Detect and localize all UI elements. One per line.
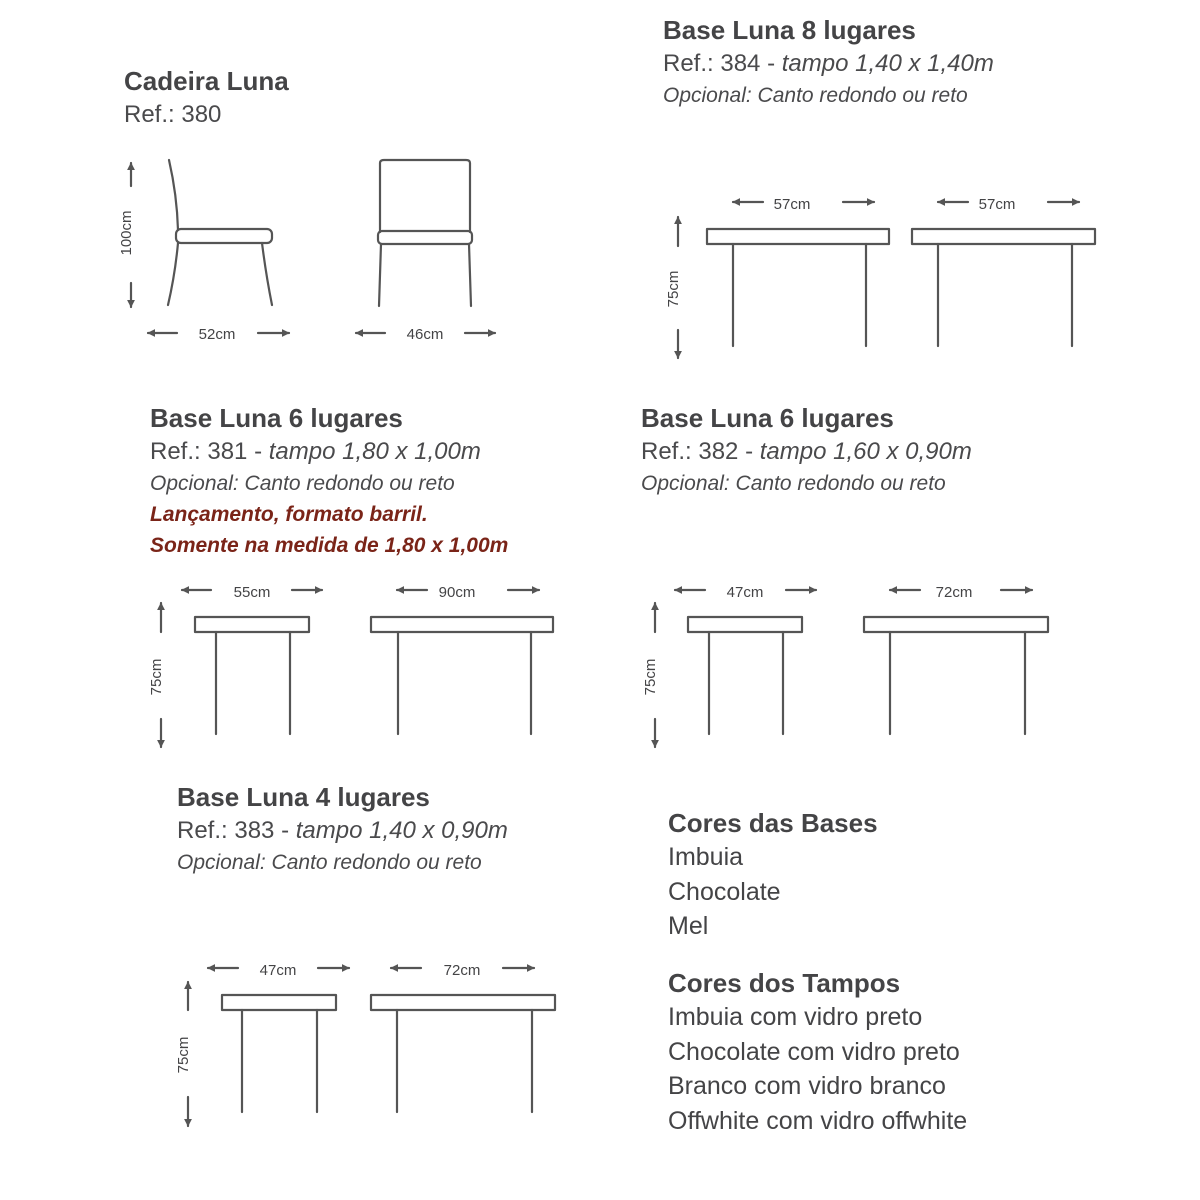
chair-front-drawing bbox=[378, 160, 472, 306]
chair-leg-right bbox=[469, 244, 471, 306]
base6b-title: Base Luna 6 lugares bbox=[641, 403, 894, 433]
base6a-drawing bbox=[148, 584, 553, 747]
base6a-ref-size: tampo 1,80 x 1,00m bbox=[268, 438, 481, 465]
base6b-dim-label-2: 72cm bbox=[935, 584, 973, 601]
base8-optional: Opcional: Canto redondo ou reto bbox=[663, 84, 968, 107]
base6b-height-label: 75cm bbox=[642, 658, 659, 696]
table-top bbox=[688, 617, 802, 632]
table-top bbox=[371, 617, 553, 632]
base6a-size-note: Somente na medida de 1,80 x 1,00m bbox=[150, 534, 509, 557]
base6a-view-2 bbox=[371, 584, 553, 734]
base6a-optional: Opcional: Canto redondo ou reto bbox=[150, 472, 455, 495]
chair-depth-label: 52cm bbox=[198, 326, 236, 343]
top-color-item: Offwhite com vidro offwhite bbox=[668, 1106, 968, 1135]
base8-height-label: 75cm bbox=[665, 270, 682, 308]
base4-title: Base Luna 4 lugares bbox=[177, 782, 430, 812]
chair-backrest bbox=[380, 160, 470, 232]
base8-title: Base Luna 8 lugares bbox=[663, 15, 916, 45]
table-top bbox=[195, 617, 309, 632]
chair-title: Cadeira Luna bbox=[124, 66, 289, 96]
base6b-ref-code: Ref.: 382 - bbox=[641, 438, 760, 465]
chair-backrest-line bbox=[169, 160, 178, 230]
base8-height-dimension bbox=[665, 217, 682, 358]
base6b-ref-size: tampo 1,60 x 0,90m bbox=[759, 438, 972, 465]
base4-ref-code: Ref.: 383 - bbox=[177, 817, 296, 844]
chair-ref: Ref.: 380 bbox=[124, 101, 222, 128]
chair-depth-dimension bbox=[148, 326, 289, 343]
top-colors-title: Cores dos Tampos bbox=[668, 968, 901, 998]
top-color-item: Imbuia com vidro preto bbox=[668, 1003, 923, 1031]
base6a-dim-label-2: 90cm bbox=[438, 584, 476, 601]
base4-height-dimension bbox=[175, 982, 192, 1126]
table-top bbox=[371, 995, 555, 1010]
base6b-dim-label-1: 47cm bbox=[726, 584, 764, 601]
base8-view-1 bbox=[707, 196, 889, 346]
base8-drawing bbox=[665, 196, 1095, 358]
table-top bbox=[864, 617, 1048, 632]
base-color-item: Chocolate bbox=[668, 877, 781, 906]
base8-view-2 bbox=[912, 196, 1095, 346]
table-top bbox=[912, 229, 1095, 244]
base6a-ref-code: Ref.: 381 - bbox=[150, 438, 269, 465]
base-colors-title: Cores das Bases bbox=[668, 808, 878, 838]
base8-dim-label-1: 57cm bbox=[773, 196, 811, 213]
table-top bbox=[222, 995, 336, 1010]
base4-view-2 bbox=[371, 962, 555, 1112]
base6a-view-1 bbox=[182, 584, 322, 734]
base6b-height-dimension bbox=[642, 603, 659, 747]
base6a-dim-label-1: 55cm bbox=[233, 584, 271, 601]
base6a-launch-note: Lançamento, formato barril. bbox=[150, 503, 428, 526]
base8-ref-code: Ref.: 384 - bbox=[663, 50, 782, 77]
chair-back-leg bbox=[262, 243, 272, 305]
base-color-item: Mel bbox=[668, 912, 709, 940]
base4-ref-size: tampo 1,40 x 0,90m bbox=[295, 817, 508, 844]
chair-height-dimension bbox=[118, 163, 135, 307]
base-color-item: Imbuia bbox=[668, 843, 744, 871]
top-color-item: Branco com vidro branco bbox=[668, 1072, 946, 1100]
chair-front-leg bbox=[168, 243, 178, 305]
base4-optional: Opcional: Canto redondo ou reto bbox=[177, 851, 482, 874]
base6b-optional: Opcional: Canto redondo ou reto bbox=[641, 472, 946, 495]
chair-side-drawing bbox=[168, 160, 272, 305]
chair-height-label: 100cm bbox=[118, 210, 135, 256]
base4-height-label: 75cm bbox=[175, 1036, 192, 1074]
base4-view-1 bbox=[208, 962, 349, 1112]
base6b-view-2 bbox=[864, 584, 1048, 734]
chair-seat-front bbox=[378, 231, 472, 244]
chair-width-label: 46cm bbox=[406, 326, 444, 343]
chair-seat bbox=[176, 229, 272, 243]
base4-drawing bbox=[175, 962, 555, 1126]
base6b-drawing bbox=[642, 584, 1048, 747]
base6a-height-dimension bbox=[148, 603, 165, 747]
base6a-height-label: 75cm bbox=[148, 658, 165, 696]
base8-dim-label-2: 57cm bbox=[978, 196, 1016, 213]
table-top bbox=[707, 229, 889, 244]
base6a-title: Base Luna 6 lugares bbox=[150, 403, 403, 433]
chair-leg-left bbox=[379, 244, 381, 306]
top-color-item: Chocolate com vidro preto bbox=[668, 1037, 960, 1066]
base4-dim-label-2: 72cm bbox=[443, 962, 481, 979]
base4-dim-label-1: 47cm bbox=[259, 962, 297, 979]
base6b-view-1 bbox=[675, 584, 816, 734]
base8-ref-size: tampo 1,40 x 1,40m bbox=[781, 50, 994, 77]
chair-width-dimension bbox=[356, 326, 495, 343]
